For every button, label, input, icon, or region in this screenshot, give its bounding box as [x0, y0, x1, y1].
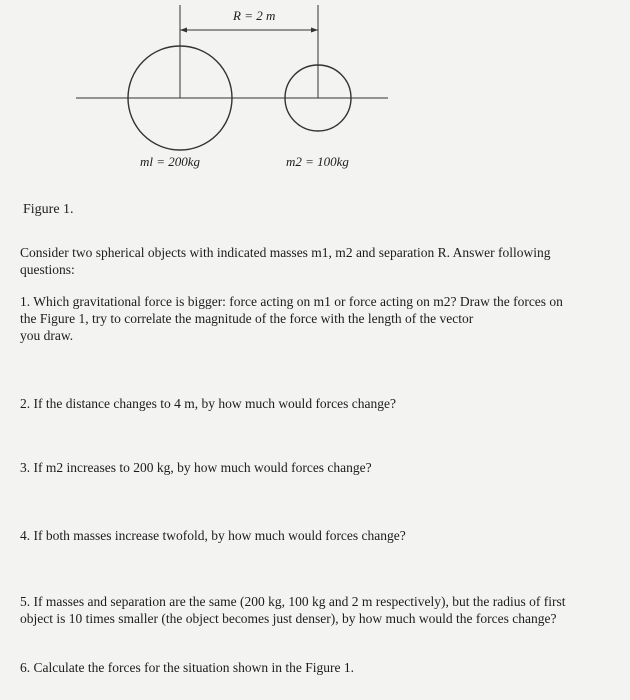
question-6: 6. Calculate the forces for the situation shown in the Figure 1.	[20, 660, 355, 675]
question-1-line-2: the Figure 1, try to correlate the magnitude of the force with the length of the vector	[20, 311, 474, 326]
question-3: 3. If m2 increases to 200 kg, by how much would forces change?	[20, 460, 372, 475]
intro-line-2: questions:	[20, 262, 75, 277]
intro-line-1: Consider two spherical objects with indicated masses m1, m2 and separation R. Answer following	[20, 245, 551, 260]
separation-arrow-left-head	[180, 28, 187, 33]
question-4: 4. If both masses increase twofold, by how much would forces change?	[20, 528, 406, 543]
separation-label: R = 2 m	[233, 8, 276, 23]
question-2: 2. If the distance changes to 4 m, by how much would forces change?	[20, 396, 397, 411]
mass2-label: m2 = 100kg	[286, 154, 349, 169]
separation-arrow-right-head	[311, 28, 318, 33]
two-masses-figure	[0, 0, 630, 190]
figure-caption: Figure 1.	[23, 202, 74, 217]
mass1-label: ml = 200kg	[140, 154, 201, 169]
question-1-line-3: you draw.	[20, 328, 74, 343]
question-1-line-1: 1. Which gravitational force is bigger: force acting on m1 or force acting on m2? Draw the forces on	[20, 294, 563, 309]
question-5-line-1: 5. If masses and separation are the same (200 kg, 100 kg and 2 m respectively), but the radius of first	[20, 594, 566, 609]
question-5-line-2: object is 10 times smaller (the object becomes just denser), by how much would the forces change?	[20, 611, 557, 626]
